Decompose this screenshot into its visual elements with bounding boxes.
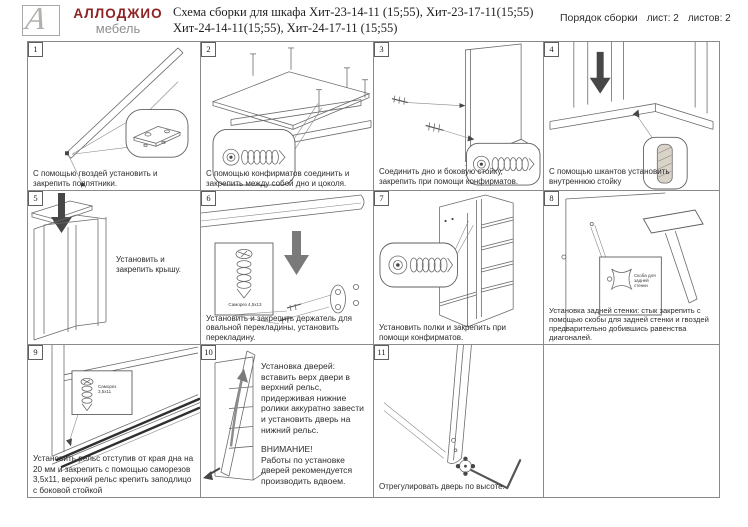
step-number: 7 [374, 191, 389, 206]
title-line-1: Схема сборки для шкафа Хит-23-14-11 (15;55), Хит-23-17-11(15;55) [173, 5, 534, 19]
sheet-number: лист: 2 [646, 13, 679, 24]
step-caption: Установка задней стенки: стык закрепить с помощью скобы для задней стенки и гвоздей предварительно добившись равенства диагоналей. [549, 306, 709, 342]
brand-logo-letter: А [23, 0, 49, 36]
sheet-info [560, 12, 731, 24]
step-caption: Установить полки и закрепить при помощи конфирматов. [379, 323, 506, 342]
door-edge-drawing [384, 345, 471, 464]
step-panel-4 [544, 42, 720, 191]
oval-rail-drawing [201, 195, 364, 227]
step-2-diagram [201, 42, 373, 190]
warning-title: ВНИМАНИЕ! [261, 444, 313, 455]
door-drawing [221, 351, 255, 476]
brand-subtitle: мебель [95, 21, 141, 36]
down-arrow-icon [590, 52, 611, 94]
step-panel-2 [201, 42, 374, 191]
rail-holder-icon [331, 284, 359, 313]
step-number: 6 [201, 191, 216, 206]
empty-panel [544, 345, 720, 498]
step-caption: С помощью шкантов установить внутреннюю стойку [549, 167, 670, 186]
step-11-diagram [374, 345, 543, 497]
brand-logo [22, 0, 60, 36]
floor-drawing [550, 104, 713, 130]
step-number: 4 [544, 42, 559, 57]
step-number: 2 [201, 42, 216, 57]
step-panel-8 [544, 191, 720, 345]
up-arrow-icon [231, 379, 242, 447]
brand-name: АЛЛОДЖИО [73, 6, 163, 21]
step-panel-3 [374, 42, 544, 191]
assembly-order-label: Порядок сборки [560, 12, 638, 24]
inset-part-label: Саморез 4,5х13 [228, 302, 262, 307]
assembly-steps-grid [27, 41, 720, 498]
step-number: 1 [28, 42, 43, 57]
step-caption: С помощью гвоздей установить и закрепить подпятники. [33, 169, 158, 188]
title-line-2: Хит-24-14-11(15;55), Хит-24-17-11 (15;55) [173, 20, 398, 35]
roller-icon [456, 457, 475, 476]
step-panel-10 [201, 345, 374, 498]
step-panel-5 [28, 191, 201, 345]
header [0, 0, 748, 40]
carcass-drawing [34, 215, 106, 340]
step-number: 10 [201, 345, 216, 360]
sheets-total: листов: 2 [687, 13, 731, 24]
step-panel-6 [201, 191, 374, 345]
step-number: 9 [28, 345, 43, 360]
down-arrow-icon [284, 231, 309, 275]
inset-part-label: Скоба для задней стенки [634, 273, 656, 289]
step-caption-block [261, 361, 369, 487]
callout-bubble [380, 243, 458, 287]
step-caption: Соединить дно и боковую стойку, закрепить при помощи конфирматов. [379, 167, 519, 186]
step-panel-7 [374, 191, 544, 345]
step-number: 8 [544, 191, 559, 206]
document-title [173, 5, 553, 36]
step-1-diagram [28, 42, 200, 190]
step-caption: Отрегулировать дверь по высоте. [379, 481, 505, 491]
step-caption: Установить и закрепить держатель для овальной перекладины, установить перекладину. [206, 313, 352, 342]
brand-block [62, 6, 174, 36]
warning-text: Работы по установке дверей рекомендуется производить вдвоем. [261, 454, 353, 486]
step-caption: С помощью конфирматов соединить и закрепить между собой дно и цоколя. [206, 169, 350, 188]
bottom-panel-drawing [213, 72, 369, 130]
step-caption: Установить рельс отступив от края дна на 20 мм и закрепить с помощью саморезов 3,5х11, верхний рельс крепить заподлицо с боковой стойкой [33, 454, 194, 495]
step-caption: Установить и закрепить крышу. [116, 255, 181, 274]
step-panel-9 [28, 345, 201, 498]
step-number: 11 [374, 345, 389, 360]
down-arrow-icon [51, 193, 72, 233]
screws [392, 96, 475, 142]
step-number: 5 [28, 191, 43, 206]
inset-part-label: Саморез 3,5х11 [98, 384, 117, 395]
step-number: 3 [374, 42, 389, 57]
step-caption: Установка дверей: вставить верх двери в верхний рельс, придерживая нижние ролики аккуратно завести и установить дверь на нижний рельс. [261, 361, 364, 435]
step-panel-11 [374, 345, 544, 498]
step-7-diagram [374, 191, 543, 344]
step-panel-1 [28, 42, 201, 191]
